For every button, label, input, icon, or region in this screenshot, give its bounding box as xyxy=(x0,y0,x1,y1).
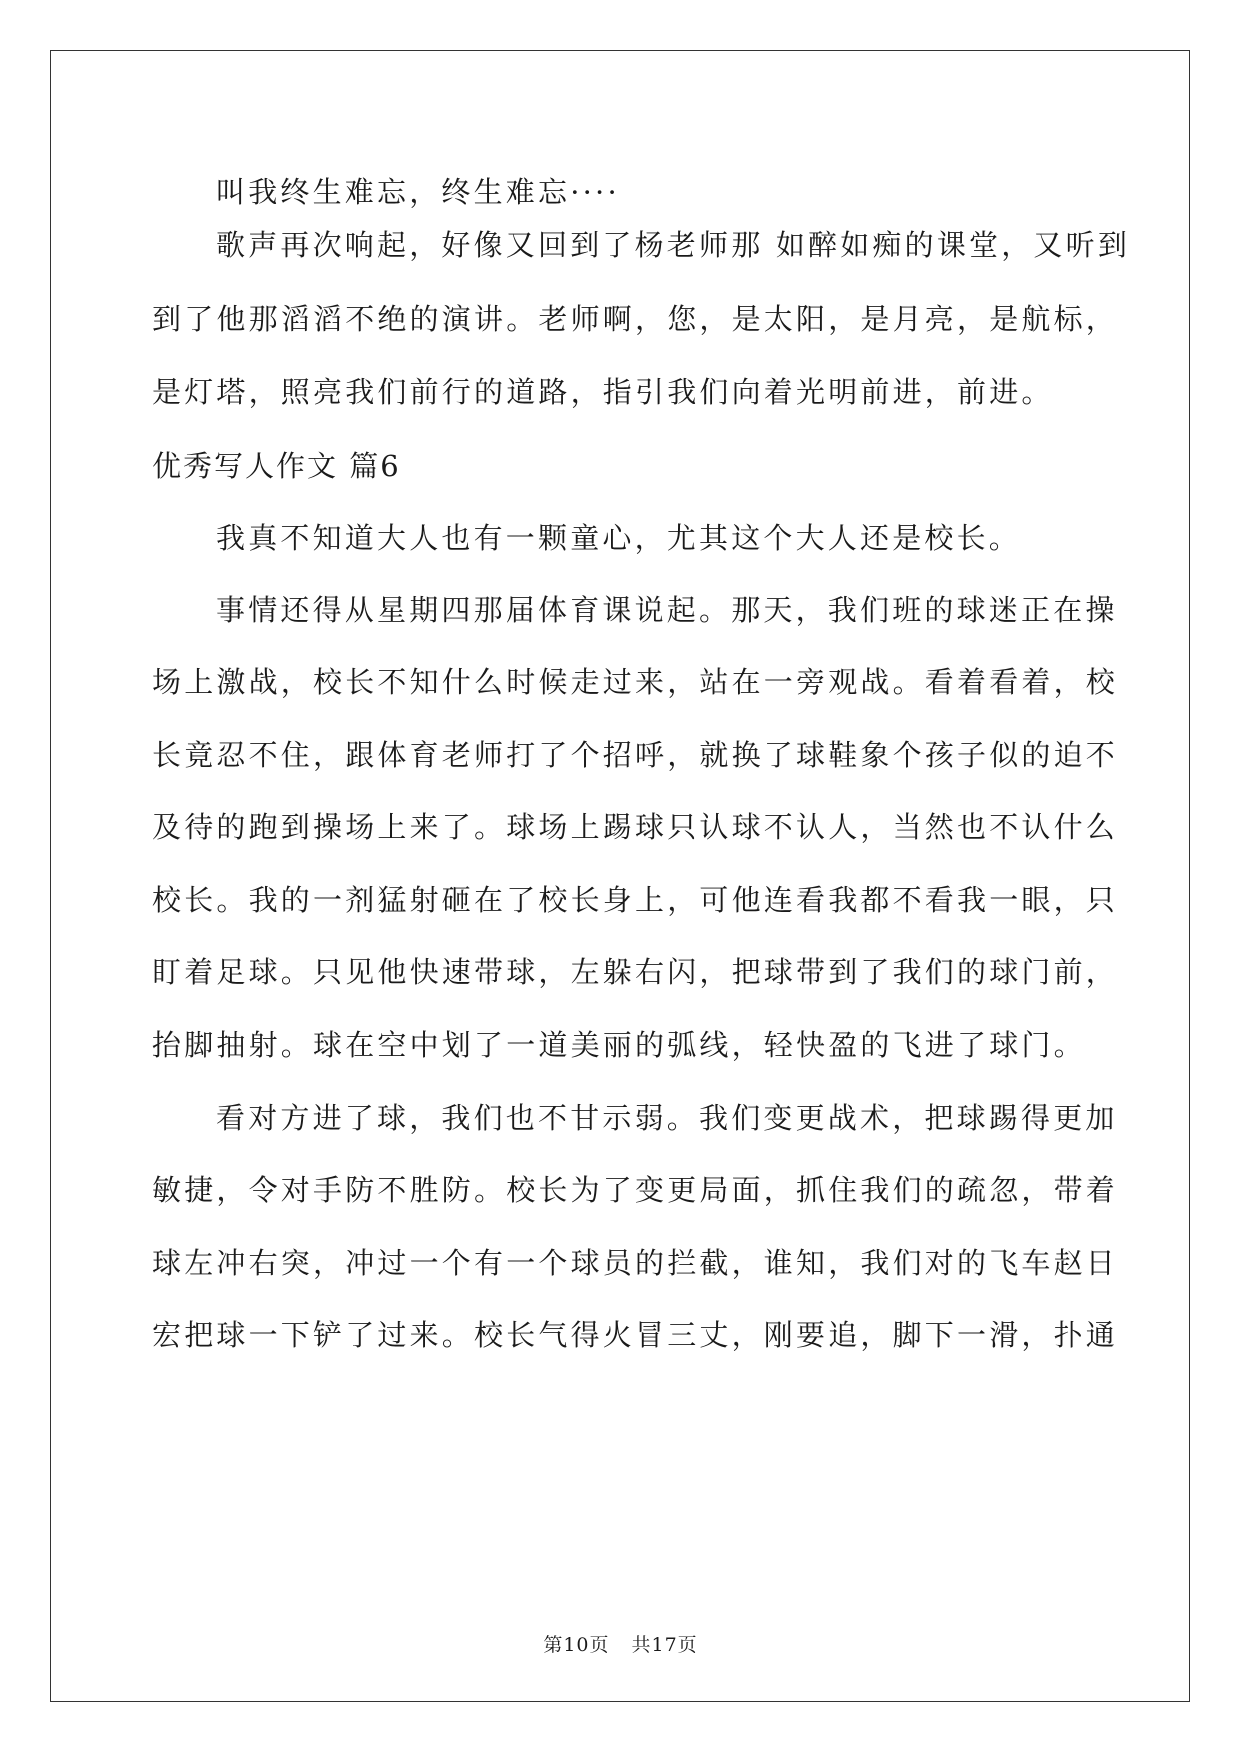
paragraph-line: 是灯塔，照亮我们前行的道路，指引我们向着光明前进，前进。 xyxy=(152,375,1054,409)
page-number: 第10页 xyxy=(543,1634,610,1656)
paragraph-line: 歌声再次响起，好像又回到了杨老师那 如醉如痴的课堂，又听到 xyxy=(216,228,1131,262)
paragraph-line: 抬脚抽射。球在空中划了一道美丽的弧线，轻快盈的飞进了球门。 xyxy=(152,1028,1086,1062)
paragraph-line: 盯着足球。只见他快速带球，左躲右闪，把球带到了我们的球门前， xyxy=(152,955,1119,989)
section-heading: 优秀写人作文 篇6 xyxy=(152,449,401,483)
paragraph-line: 我真不知道大人也有一颗童心，尤其这个大人还是校长。 xyxy=(216,521,1022,555)
page-footer xyxy=(0,1630,1241,1657)
paragraph-line: 场上激战，校长不知什么时候走过来，站在一旁观战。看着看着，校 xyxy=(152,665,1119,699)
paragraph-line: 事情还得从星期四那届体育课说起。那天，我们班的球迷正在操 xyxy=(216,593,1118,627)
paragraph-line: 宏把球一下铲了过来。校长气得火冒三丈，刚要追，脚下一滑，扑通 xyxy=(152,1318,1119,1352)
paragraph-line: 校长。我的一剂猛射砸在了校长身上，可他连看我都不看我一眼，只 xyxy=(152,883,1119,917)
paragraph-line: 敏捷，令对手防不胜防。校长为了变更局面，抓住我们的疏忽，带着 xyxy=(152,1173,1119,1207)
paragraph-line: 叫我终生难忘，终生难忘···· xyxy=(216,175,620,209)
paragraph-line: 及待的跑到操场上来了。球场上踢球只认球不认人，当然也不认什么 xyxy=(152,810,1119,844)
paragraph-line: 到了他那滔滔不绝的演讲。老师啊，您，是太阳，是月亮，是航标， xyxy=(152,302,1119,336)
page-total: 共17页 xyxy=(631,1634,698,1656)
paragraph-line: 看对方进了球，我们也不甘示弱。我们变更战术，把球踢得更加 xyxy=(216,1101,1118,1135)
paragraph-line: 长竟忍不住，跟体育老师打了个招呼，就换了球鞋象个孩子似的迫不 xyxy=(152,738,1119,772)
page-frame xyxy=(50,50,1190,1702)
paragraph-line: 球左冲右突，冲过一个有一个球员的拦截，谁知，我们对的飞车赵日 xyxy=(152,1246,1119,1280)
